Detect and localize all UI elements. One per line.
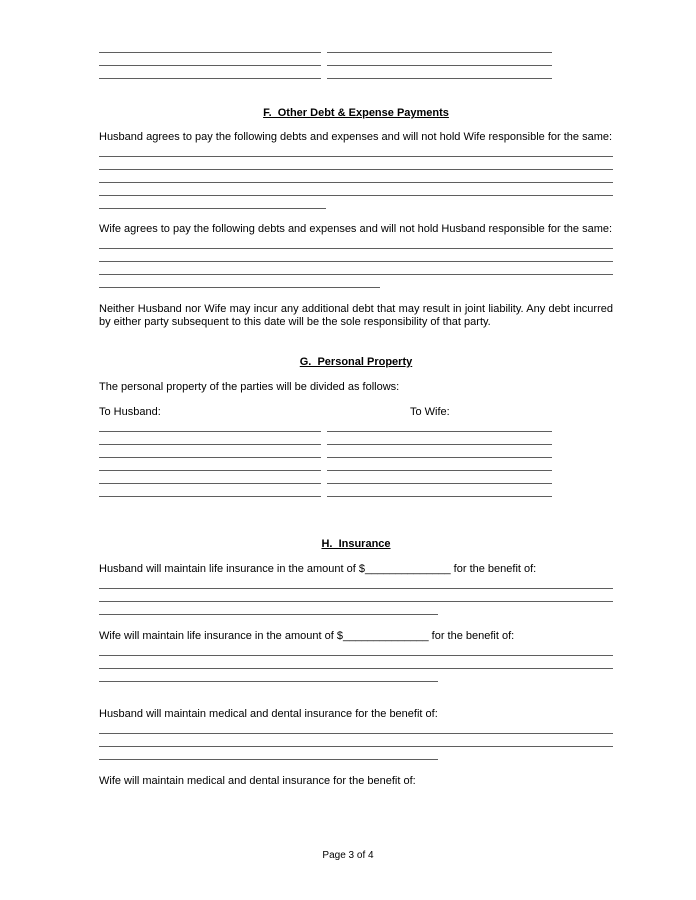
section-g-heading-text: G. Personal Property xyxy=(299,356,413,368)
blank-line xyxy=(327,66,552,79)
blank-line xyxy=(99,458,321,471)
wife-debts-blank-lines xyxy=(99,236,613,288)
property-blank-lines xyxy=(99,419,613,497)
page-number: Page 3 of 4 xyxy=(322,850,374,861)
husband-debts-blank-lines xyxy=(99,144,613,209)
property-column-labels xyxy=(99,406,613,419)
husband-medical-insurance-sentence: Husband will maintain medical and dental insurance for the benefit of: xyxy=(99,708,438,720)
to-wife-label: To Wife: xyxy=(410,406,450,418)
blank-line-row xyxy=(99,432,613,445)
blank-line xyxy=(99,589,613,602)
wife-medical-insurance-sentence: Wife will maintain medical and dental insurance for the benefit of: xyxy=(99,775,416,787)
blank-line xyxy=(99,196,326,209)
section-g-heading xyxy=(99,356,613,369)
blank-line xyxy=(327,484,552,497)
blank-line xyxy=(327,432,552,445)
top-blank-lines xyxy=(99,40,613,79)
blank-line xyxy=(99,157,613,170)
blank-line xyxy=(99,656,613,669)
blank-line-row xyxy=(99,445,613,458)
blank-line xyxy=(99,249,613,262)
blank-line xyxy=(99,484,321,497)
blank-line xyxy=(99,66,321,79)
blank-line-row xyxy=(99,53,613,66)
joint-liability-paragraph: Neither Husband nor Wife may incur any additional debt that may result in joint liability. Any debt incurred by either party subsequent to this date will be the sole responsibility of that party. xyxy=(99,303,613,328)
section-h-heading-text: H. Insurance xyxy=(321,538,391,550)
blank-line xyxy=(99,602,438,615)
blank-line-row xyxy=(99,40,613,53)
blank-line xyxy=(99,419,321,432)
to-husband-label: To Husband: xyxy=(99,406,161,418)
blank-line xyxy=(327,471,552,484)
blank-line xyxy=(99,445,321,458)
blank-line xyxy=(99,262,613,275)
blank-line-row xyxy=(99,66,613,79)
wife-debts-paragraph: Wife agrees to pay the following debts and expenses and will not hold Husband responsible for the same: xyxy=(99,223,613,235)
blank-line xyxy=(99,576,613,589)
blank-line xyxy=(99,747,438,760)
blank-line-row xyxy=(99,484,613,497)
blank-line xyxy=(327,40,552,53)
blank-line-row xyxy=(99,458,613,471)
blank-line xyxy=(99,183,613,196)
blank-line xyxy=(327,53,552,66)
blank-line xyxy=(99,471,321,484)
blank-line-row xyxy=(99,419,613,432)
husband-life-insurance-sentence: Husband will maintain life insurance in the amount of $______________ for the benefit of: xyxy=(99,563,537,575)
blank-line xyxy=(99,144,613,157)
blank-line-row xyxy=(99,471,613,484)
blank-line xyxy=(327,458,552,471)
blank-line xyxy=(99,275,380,288)
blank-line xyxy=(99,236,613,249)
blank-line xyxy=(99,432,321,445)
blank-line xyxy=(99,40,321,53)
blank-line xyxy=(327,445,552,458)
wife-life-insurance-sentence: Wife will maintain life insurance in the amount of $______________ for the benefit of: xyxy=(99,630,515,642)
blank-line xyxy=(99,643,613,656)
blank-line xyxy=(99,53,321,66)
blank-line xyxy=(99,170,613,183)
wife-life-blank-lines xyxy=(99,643,613,682)
husband-life-blank-lines xyxy=(99,576,613,615)
section-f-heading-text: F. Other Debt & Expense Payments xyxy=(263,107,449,119)
blank-line xyxy=(327,419,552,432)
section-h-heading xyxy=(99,538,613,551)
section-f-heading xyxy=(99,107,613,120)
husband-debts-paragraph: Husband agrees to pay the following debts and expenses and will not hold Wife responsible for the same: xyxy=(99,131,613,143)
husband-medical-blank-lines xyxy=(99,721,613,760)
personal-property-intro: The personal property of the parties will be divided as follows: xyxy=(99,381,400,393)
blank-line xyxy=(99,669,438,682)
blank-line xyxy=(99,721,613,734)
blank-line xyxy=(99,734,613,747)
